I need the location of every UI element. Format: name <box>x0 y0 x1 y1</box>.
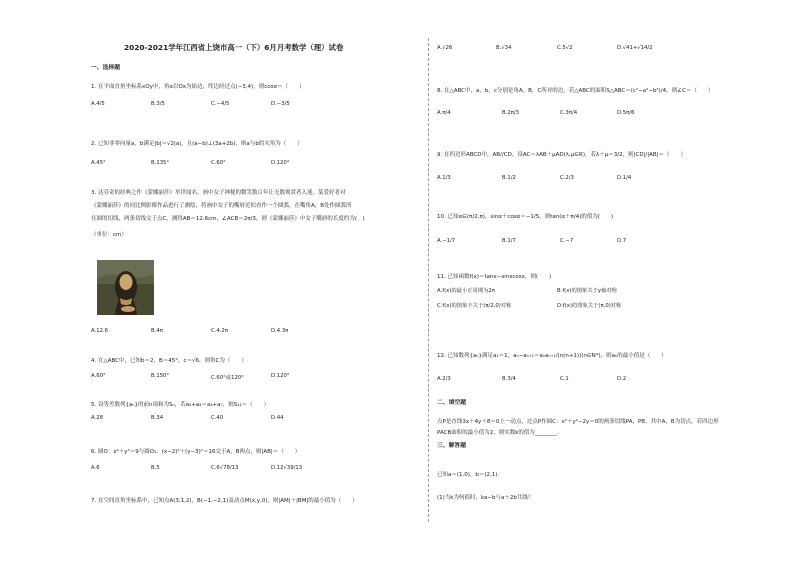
portrait-drawing <box>97 260 154 315</box>
question-3-stem-line3: 在圆的切线，两条切线交于点C，测得AB＝12.6cm，∠ACB＝2π/3，则《蒙娜丽莎》中女子嘴唇的长度约为( ) <box>91 216 365 222</box>
section-heading-fill: 二、填空题 <box>437 400 466 406</box>
question-2-option-c: C.60° <box>211 160 226 166</box>
question-1-option-d: D.−3/5 <box>271 101 290 107</box>
question-8-option-b: B.2π/3 <box>502 110 520 116</box>
question-1-option-a: A.4/5 <box>91 101 105 107</box>
question-11-option-d: D.f(x)的图象关于(π,0)对称 <box>557 303 622 309</box>
question-11-option-b: B.f(x)的图象关于y轴对称 <box>557 288 617 294</box>
fill-question-line2: PACB面积的最小值为2，则实数k的值为________. <box>437 430 559 436</box>
question-7-option-c: C.5√2 <box>557 45 573 51</box>
question-10-option-a: A.−1/7 <box>437 238 456 244</box>
question-4-option-a: A.60° <box>91 373 106 379</box>
question-9-option-a: A.1/3 <box>437 175 451 181</box>
question-12-option-b: B.3/4 <box>502 376 516 382</box>
solve-question-line1: 已知a＝(1,0)，b＝(2,1). <box>437 472 500 478</box>
question-4-option-b: B.150° <box>151 373 170 379</box>
question-1-stem: 1. 在平面直角坐标系xOy中，角α以Ox为始边，终边经过点(−3,4)，则cosα＝（ ） <box>91 84 305 90</box>
question-7-option-b: B.√34 <box>496 45 512 51</box>
question-8-option-c: C.3π/4 <box>560 110 578 116</box>
question-4-option-c: C.60°或120° <box>211 375 244 381</box>
question-4-stem: 4. 在△ABC中，已知b＝2，B＝45°，c＝√6，则角C为（ ） <box>91 358 247 364</box>
question-1-option-c: C.−4/5 <box>211 101 230 107</box>
section-heading-solve: 三、解答题 <box>437 443 466 449</box>
question-4-option-d: D.120° <box>271 373 290 379</box>
question-5-option-d: D.44 <box>271 415 284 421</box>
question-7-option-d: D.√41+√14/2 <box>617 45 653 51</box>
page-title: 2020-2021学年江西省上饶市高一（下）6月月考数学（理）试卷 <box>124 43 344 52</box>
question-5-option-c: C.40 <box>211 415 224 421</box>
question-6-option-a: A.6 <box>91 465 100 471</box>
question-8-option-a: A.π/4 <box>437 110 451 116</box>
question-9-option-c: C.2/3 <box>560 175 574 181</box>
question-12-option-a: A.2/3 <box>437 376 451 382</box>
question-5-option-a: A.28 <box>91 415 103 421</box>
question-3-option-d: D.4.3π <box>271 328 289 334</box>
solve-question-line2: (1)当k为何值时，ka−b与a＋2b共线？ <box>437 495 534 501</box>
question-2-option-d: D.120° <box>271 160 290 166</box>
question-12-option-d: D.2 <box>617 376 627 382</box>
question-9-stem: 9. 在四边形ABCD中，AB//CD，设AC＝λAB＋μAD(λ,μ∈R)，若λ＋μ＝3/2，则|CD|/|AB|＝（ ） <box>437 152 687 158</box>
question-3-option-a: A.12.6 <box>91 328 109 334</box>
question-7-stem: 7. 在空间直角坐标系中，已知点A(3,1,2)，B(−1,−2,1)及动点M(x,y,0)，则|AM|＋|BM|的最小值为（ ） <box>91 498 358 504</box>
question-6-option-d: D.12√39/13 <box>271 465 303 471</box>
question-9-option-b: B.1/2 <box>502 175 516 181</box>
question-11-stem: 11. 已知函数f(x)＝tanx−sinxcosx，则( ) <box>437 274 552 280</box>
fill-question-line1: 点P是直线3x＋4y＋8＝0上一动点，过点P作圆C：x²＋y²−2y＝0的两条切线PA，PB，其中A，B为切点，若四边形 <box>437 419 719 425</box>
question-2-stem: 2. 已知非零向量a，b满足|b|＝√2|a|，且(a−b)⊥(3a+2b)，则a与b的夹角为（ ） <box>91 141 303 147</box>
question-3-option-b: B.4π <box>151 328 163 334</box>
question-5-option-b: B.34 <box>151 415 164 421</box>
question-3-option-c: C.4.2π <box>211 328 228 334</box>
question-5-stem: 5. 设等差数列{aₙ}的前n项和为Sₙ，若a₂+a₄＝a₃+a₇，则S₁₁＝（ ） <box>91 402 270 408</box>
question-6-option-c: C.6√78/13 <box>211 465 239 471</box>
question-6-stem: 6. 圆O：x²＋y²＝9与圆O₁：(x−2)²＋(y−3)²＝16交于A，B两点，则|AB|＝（ ） <box>91 449 301 455</box>
question-10-option-d: D.7 <box>617 238 627 244</box>
question-8-stem: 8. 在△ABC中，a，b，c分别是角A，B，C所对的边，若△ABC的面积S△ABC＝(c²−a²−b²)/4，则∠C＝（ ） <box>437 88 714 94</box>
question-10-option-b: B.1/7 <box>502 238 516 244</box>
question-10-stem: 10. 已知α∈(π/2,π)，sinα＋cosα＝−1/5，则tan(α＋π/4)的值为( ) <box>437 214 614 220</box>
question-3-unit: （单位：cm） <box>91 232 127 238</box>
section-heading-choice: 一、选择题 <box>91 65 120 71</box>
question-2-option-a: A.45° <box>91 160 106 166</box>
question-3-stem-line1: 3. 达芬奇的经典之作《蒙娜丽莎》举世闻名，画中女子神秘的微笑数百年让无数观赏者入迷，某爱好者对 <box>91 190 346 196</box>
mona-lisa-image <box>97 260 154 315</box>
question-3-stem-line2: 《蒙娜丽莎》的同比例影像作品进行了测绘，将画中女子的嘴唇近似看作一个圆弧，在嘴角A，B处作圆弧所 <box>91 203 352 209</box>
question-11-option-a: A.f(x)的最小正周期为2π <box>437 288 495 294</box>
question-9-option-d: D.1/4 <box>617 175 632 181</box>
question-12-option-c: C.1 <box>560 376 569 382</box>
question-11-option-c: C.f(x)的图象不关于(π/2,0)对称 <box>437 303 512 309</box>
question-6-option-b: B.5 <box>151 465 160 471</box>
column-divider <box>428 38 429 522</box>
question-2-option-b: B.135° <box>151 160 170 166</box>
question-10-option-c: C.−7 <box>560 238 574 244</box>
question-8-option-d: D.5π/6 <box>617 110 635 116</box>
question-7-option-a: A.√26 <box>437 45 453 51</box>
question-1-option-b: B.3/5 <box>151 101 165 107</box>
question-12-stem: 12. 已知数列{aₙ}满足a₁＝1，aₙ−aₙ₊₁＝aₙaₙ₊₁/(n(n+1))(n∈N*)，则aₙ的最小值是（ ） <box>437 353 667 359</box>
